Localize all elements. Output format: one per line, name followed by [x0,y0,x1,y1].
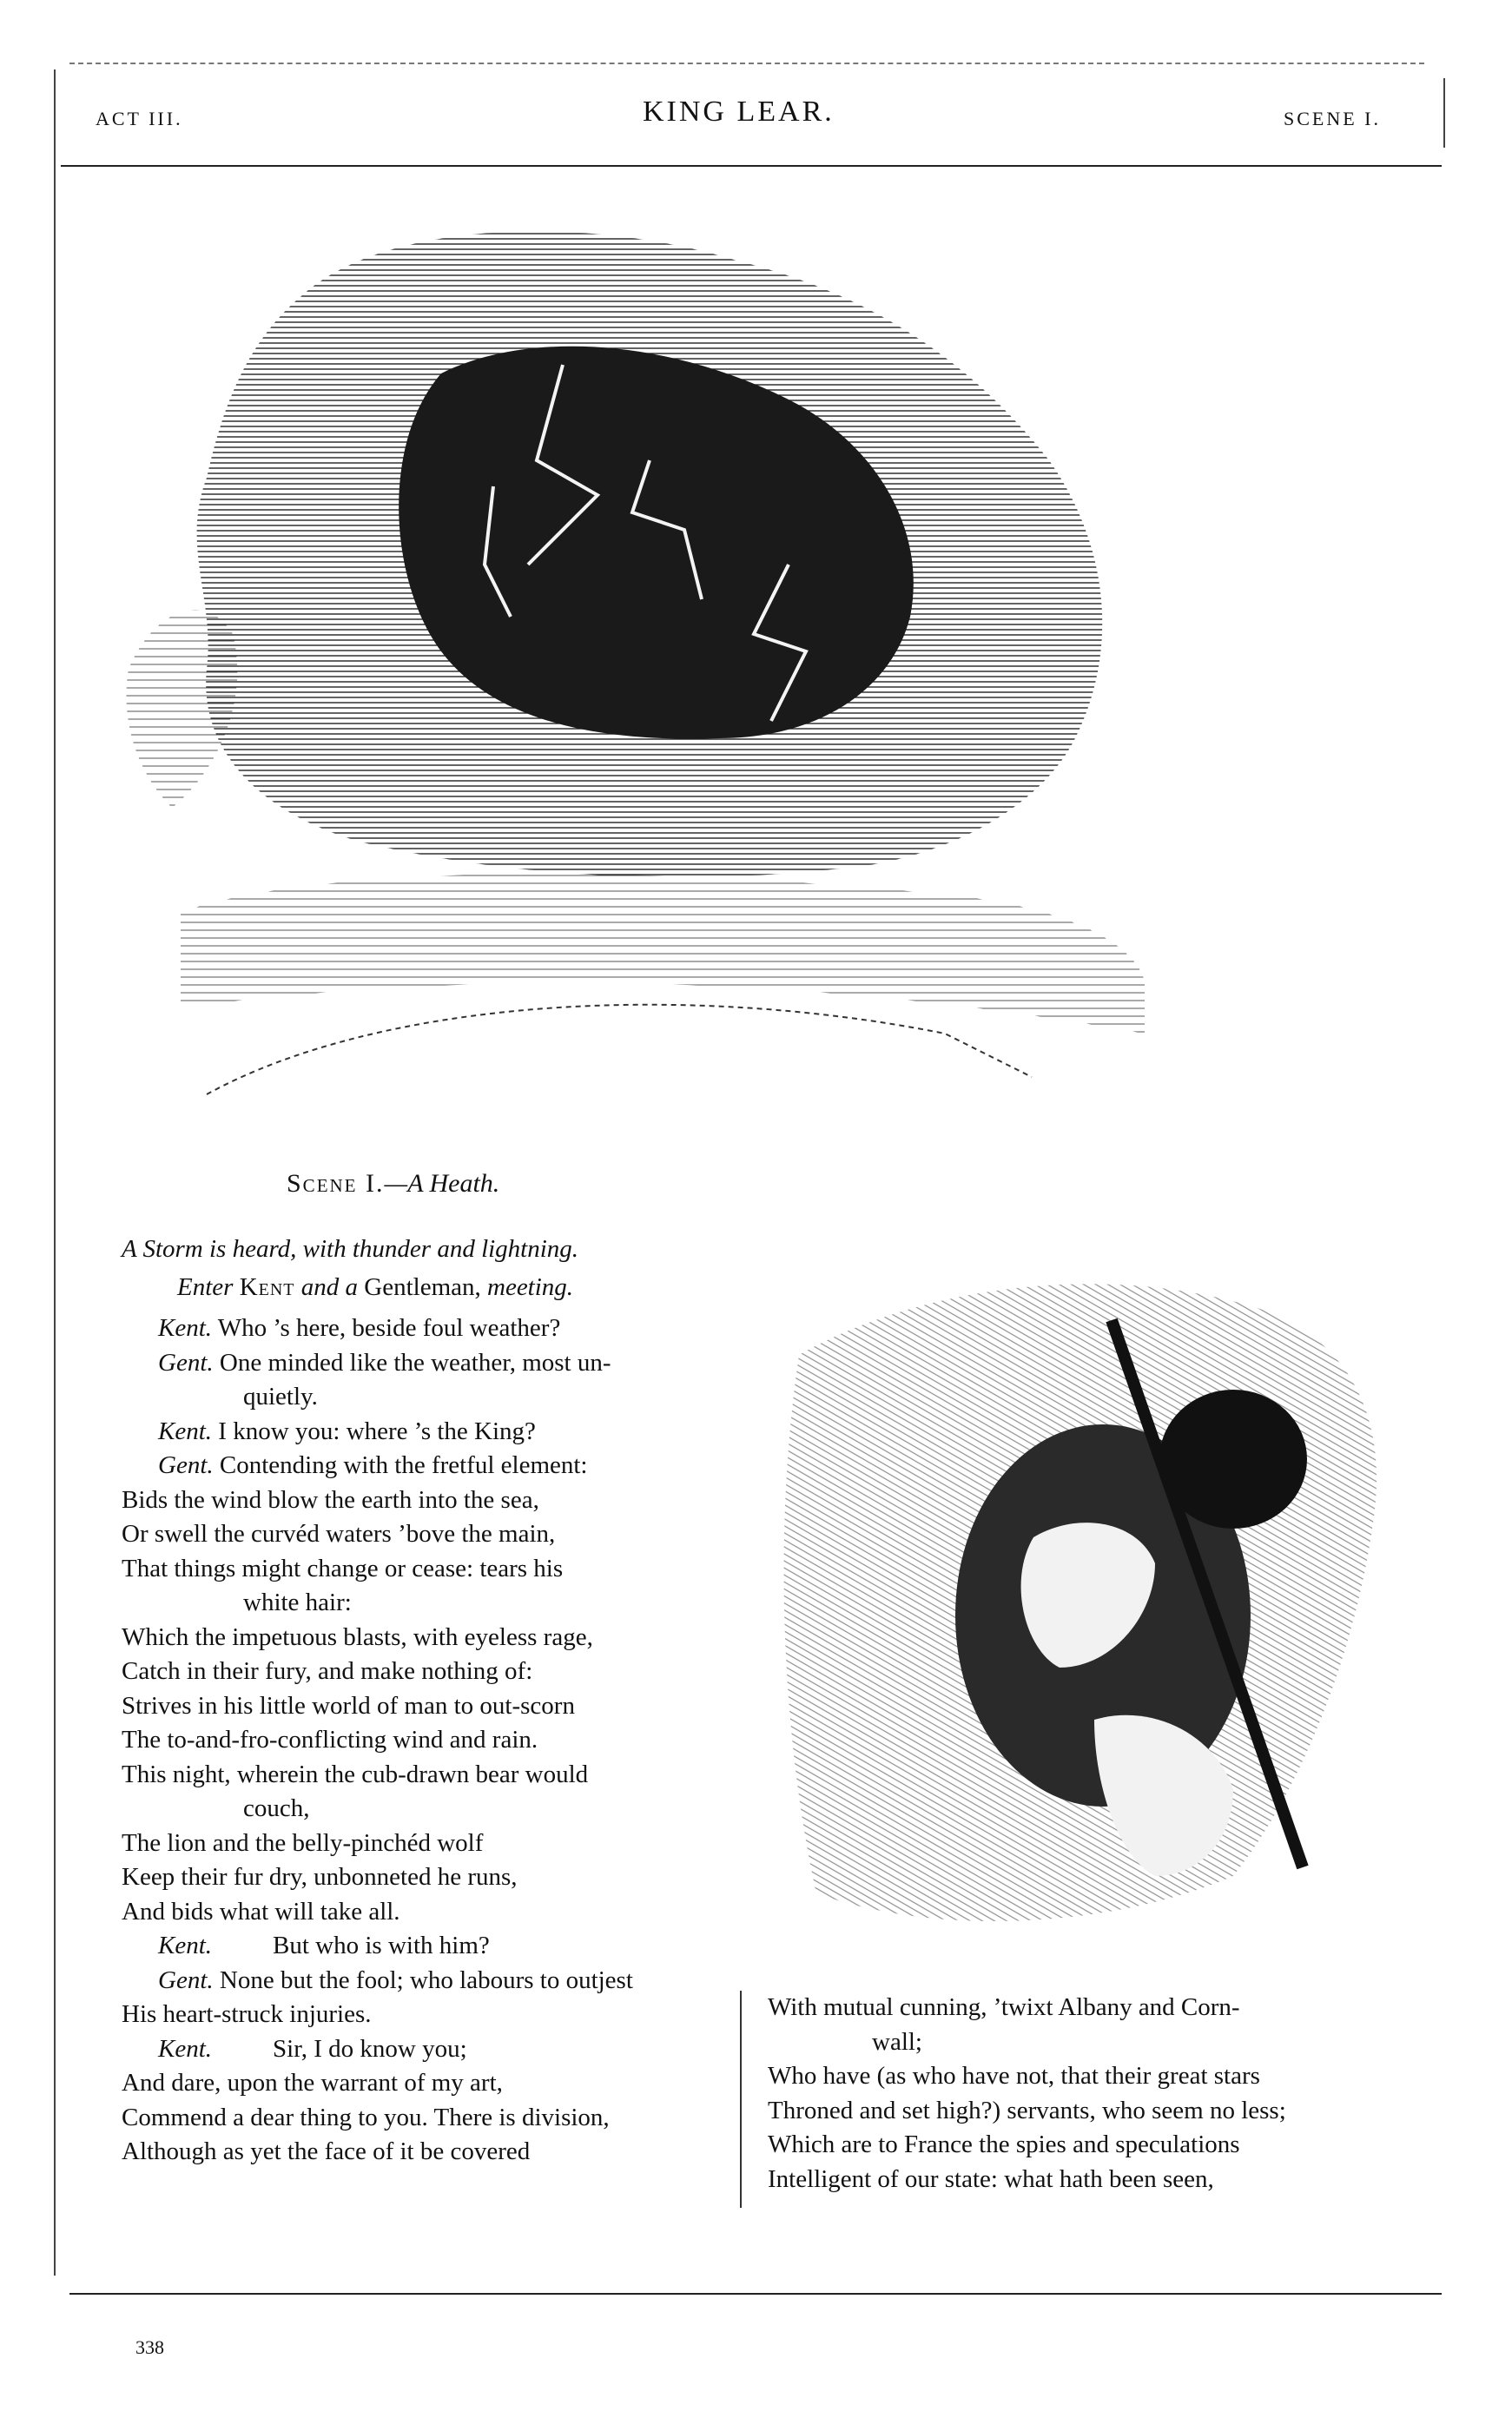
stage-kent: Kent [239,1273,295,1301]
text-line: Catch in their fury, and make nothing of: [122,1657,533,1685]
running-header [87,96,1424,139]
text-line: Gent. Contending with the fretful element: [158,1451,588,1479]
stage-direction-enter [177,1273,573,1302]
text-line: Who have (as who have not, that their great stars [768,2062,1260,2090]
text-line: Bids the wind blow the earth into the sea, [122,1485,539,1514]
crouching-figure-illustration [747,1129,1407,1998]
text-line: Which the impetuous blasts, with eyeless rage, [122,1622,593,1651]
text-line: With mutual cunning, ’twixt Albany and Corn- [768,1993,1240,2021]
top-dashed-rule [69,63,1424,64]
text-line: This night, wherein the cub-drawn bear would [122,1760,589,1788]
dark-cloud-mass [126,231,1145,1034]
right-text-column [768,1991,1393,2197]
scene-label: Scene I. [287,1169,385,1198]
text-line: Which are to France the spies and speculations [768,2131,1240,2158]
page-number: 338 [135,2336,164,2358]
text-line: wall; [872,2027,922,2056]
text-line: Kent. But who is with him? [158,1932,490,1959]
text-line: Throned and set high?) servants, who seem no less; [768,2096,1286,2124]
scene-location: —A Heath. [384,1169,500,1198]
text-line: The to-and-fro-conflicting wind and rain. [122,1726,538,1754]
left-text-column [122,1311,721,2170]
hill-outline [207,1005,1032,1094]
left-margin-rule [54,69,56,2276]
header-act: ACT III. [96,108,183,129]
header-scene: SCENE I. [1284,108,1381,129]
stage-enter: Enter [177,1273,234,1301]
footer-rule [69,2293,1442,2295]
text-line: couch, [243,1794,310,1822]
header-title: KING LEAR. [643,96,835,128]
text-line: His heart-struck injuries. [122,2000,372,2028]
stage-direction-storm [122,1235,578,1264]
stage-meeting: meeting. [487,1273,574,1301]
text-line: Strives in his little world of man to out-scorn [122,1691,575,1720]
text-line: Commend a dear thing to you. There is division, [122,2103,610,2131]
text-line: The lion and the belly-pinchéd wolf [122,1828,484,1857]
header-rule [61,165,1442,167]
text-line: Gent. None but the fool; who labours to outjest [158,1965,633,1994]
text-line: Keep their fur dry, unbonneted he runs, [122,1863,518,1891]
stage-and-a: and a [300,1273,359,1301]
scene-heading [287,1169,499,1199]
column-divider [740,1991,742,2208]
text-line: Gent. One minded like the weather, most un- [158,1348,611,1377]
text-line: Intelligent of our state: what hath been seen, [768,2164,1214,2193]
text-line: And dare, upon the warrant of my art, [122,2069,503,2097]
stage-gentleman: Gentleman, [364,1273,481,1301]
text-line: And bids what will take all. [122,1897,400,1926]
text-line: Kent. Who ’s here, beside foul weather? [158,1314,561,1342]
storm-cloud-illustration [76,200,1164,1120]
text-line: white hair: [243,1589,352,1616]
text-line: Kent. Sir, I do know you; [158,2034,467,2063]
text-line: Although as yet the face of it be covered [122,2137,531,2165]
text-line: Kent. I know you: where ’s the King? [158,1417,536,1445]
text-line: Or swell the curvéd waters ’bove the main, [122,1520,556,1548]
text-line: quietly. [243,1383,318,1410]
stage-storm-text: A Storm is heard, with thunder and lightning. [122,1235,579,1263]
right-margin-rule [1443,78,1445,148]
text-line: That things might change or cease: tears his [122,1554,564,1582]
